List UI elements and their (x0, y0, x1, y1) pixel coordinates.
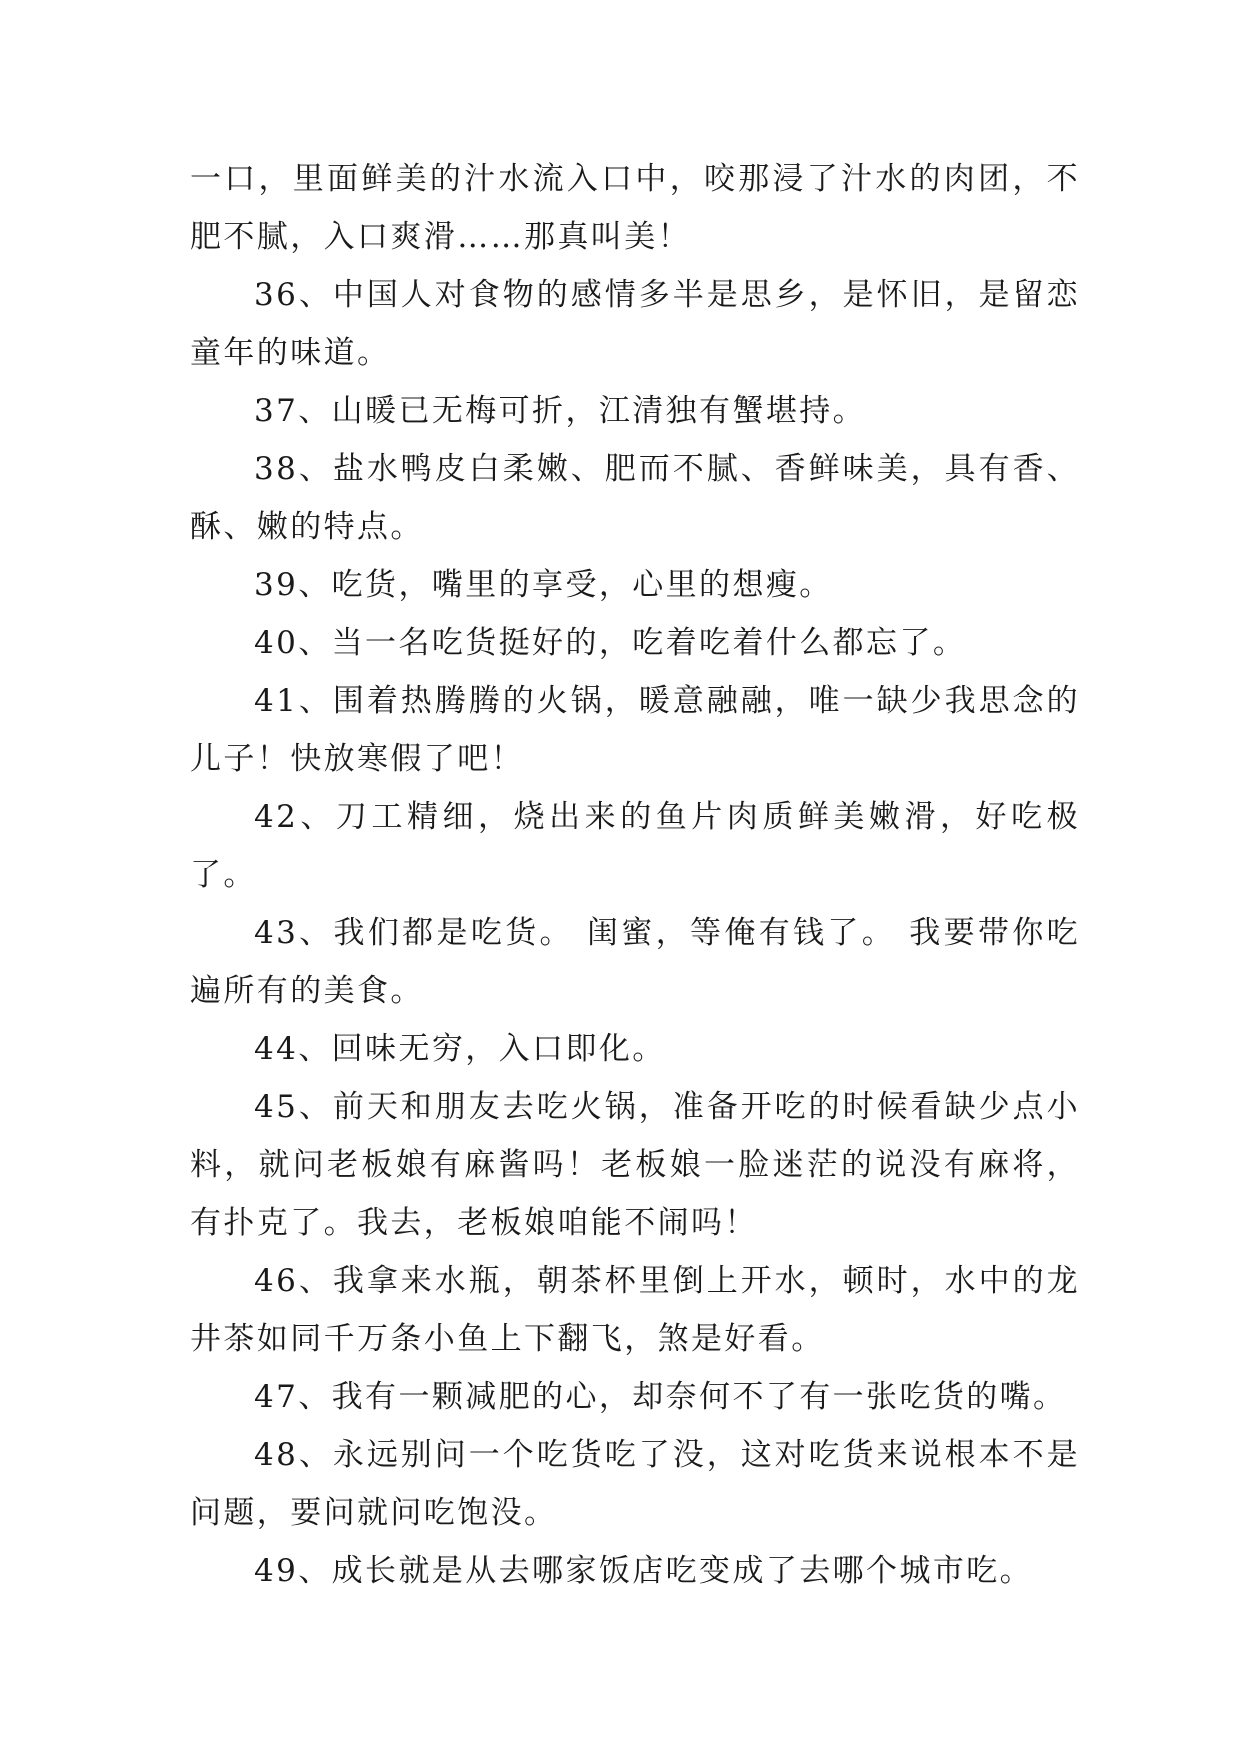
paragraph-continuation: 一口，里面鲜美的汁水流入口中，咬那浸了汁水的肉团，不肥不腻，入口爽滑……那真叫美！ (190, 161, 1080, 255)
paragraph-49: 49、成长就是从去哪家饭店吃变成了去哪个城市吃。 (254, 1553, 1034, 1589)
paragraph-44: 44、回味无穷，入口即化。 (254, 1031, 666, 1067)
paragraph-38: 38、盐水鸭皮白柔嫩、肥而不腻、香鲜味美，具有香、酥、嫩的特点。 (190, 451, 1080, 545)
paragraph-39: 39、吃货，嘴里的享受，心里的想瘦。 (254, 567, 833, 603)
paragraph-45: 45、前天和朋友去吃火锅，准备开吃的时候看缺少点小料，就问老板娘有麻酱吗！老板娘一脸迷茫的说没有麻将，有扑克了。我去，老板娘咱能不闹吗！ (190, 1089, 1080, 1241)
paragraph-40: 40、当一名吃货挺好的，吃着吃着什么都忘了。 (254, 625, 967, 661)
paragraph-46: 46、我拿来水瓶，朝茶杯里倒上开水，顿时，水中的龙井茶如同千万条小鱼上下翻飞，煞是好看。 (190, 1263, 1080, 1357)
paragraph-47: 47、我有一颗减肥的心，却奈何不了有一张吃货的嘴。 (254, 1379, 1067, 1415)
paragraph-42: 42、刀工精细，烧出来的鱼片肉质鲜美嫩滑，好吃极了。 (190, 799, 1080, 893)
document-body (190, 150, 1080, 1600)
paragraph-43: 43、我们都是吃货。 闺蜜，等俺有钱了。 我要带你吃遍所有的美食。 (190, 915, 1080, 1009)
paragraph-48: 48、永远别问一个吃货吃了没，这对吃货来说根本不是问题，要问就问吃饱没。 (190, 1437, 1080, 1531)
paragraph-37: 37、山暖已无梅可折，江清独有蟹堪持。 (254, 393, 867, 429)
paragraph-41: 41、围着热腾腾的火锅，暖意融融，唯一缺少我思念的儿子！快放寒假了吧！ (190, 683, 1080, 777)
paragraph-36: 36、中国人对食物的感情多半是思乡，是怀旧，是留恋童年的味道。 (190, 277, 1080, 371)
